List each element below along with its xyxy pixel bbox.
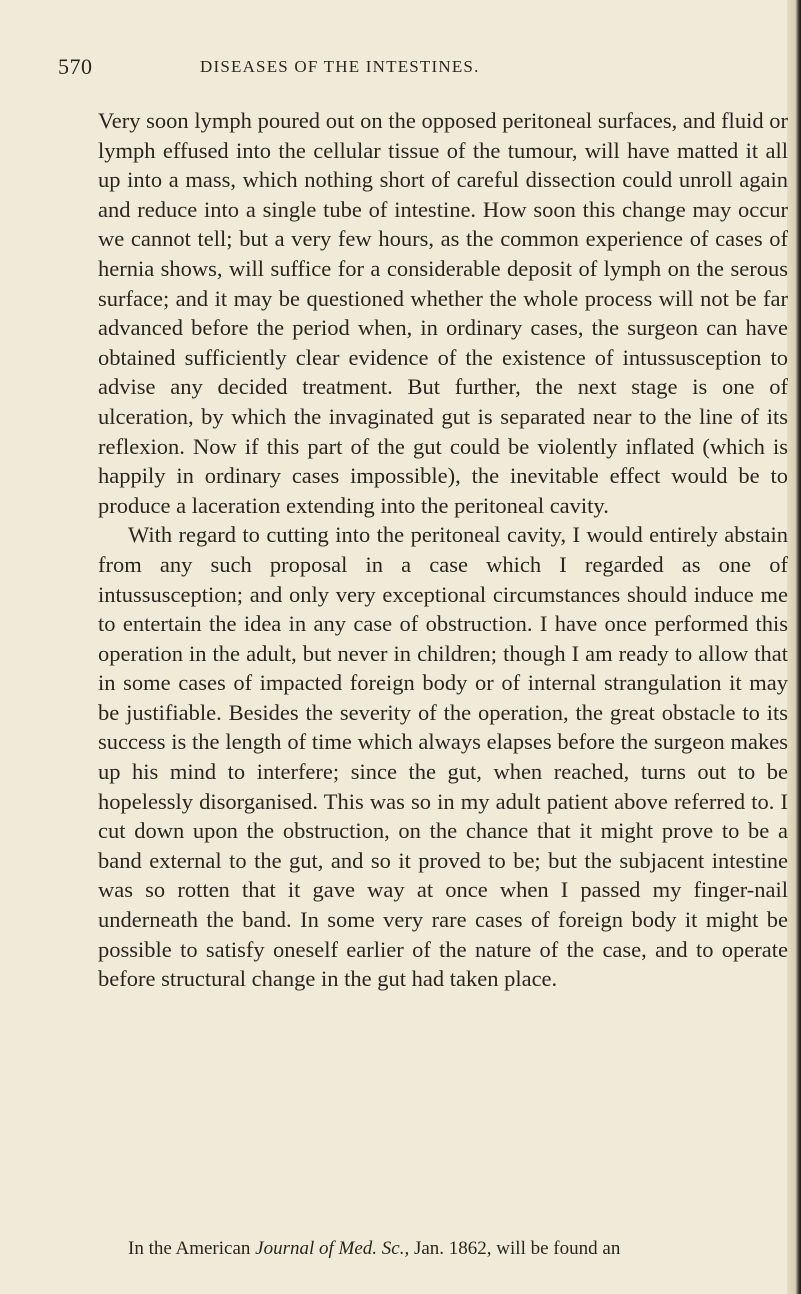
footnote-journal: Journal of Med. Sc., — [255, 1238, 410, 1259]
page-header — [58, 54, 782, 88]
body-text — [98, 106, 788, 994]
paragraph-1: Very soon lymph poured out on the opposed peritoneal surfaces, and fluid or lymph effused into the cellular tissue of the tumour, will have matted it all up into a mass, which nothing short of careful dissection could unroll again and reduce into a single tube of intestine. How soon this change may occur we cannot tell; but a very few hours, as the common experience of cases of hernia shows, will suffice for a considerable deposit of lymph on the serous surface; and it may be questioned whether the whole process will not be far advanced before the period when, in ordinary cases, the surgeon can have obtained sufficiently clear evidence of the existence of intussusception to advise any decided treatment. But further, the next stage is one of ulceration, by which the invaginated gut is separated near to the line of its reflexion. Now if this part of the gut could be violently inflated (which is happily in ordinary cases impossible), the inevitable effect would be to produce a laceration extending into the peritoneal cavity. — [98, 108, 788, 518]
paragraph-2: With regard to cutting into the peritoneal cavity, I would entirely abstain from any such proposal in a case which I regarded as one of intussusception; and only very exceptional circumstances should induce me to entertain the idea in any case of obstruction. I have once performed this operation in the adult, but never in children; though I am ready to allow that in some cases of impacted foreign body or of internal strangulation it may be justifiable. Besides the severity of the operation, the great obstacle to its success is the length of time which always elapses before the surgeon makes up his mind to interfere; since the gut, when reached, turns out to be hopelessly disorganised. This was so in my adult patient above referred to. I cut down upon the obstruction, on the chance that it might prove to be a band external to the gut, and so it proved to be; but the subjacent intestine was so rotten that it gave way at once when I passed my finger-nail underneath the band. In some very rare cases of foreign body it might be possible to satisfy oneself earlier of the nature of the case, and to operate before structural change in the gut had taken place. — [98, 522, 788, 992]
page-edge — [787, 0, 801, 1294]
page-number: 570 — [58, 54, 93, 79]
footnote-prefix: In the American — [128, 1238, 251, 1259]
running-head: DISEASES OF THE INTESTINES. — [200, 57, 480, 76]
footnote-suffix: Jan. 1862, will be found an — [413, 1238, 621, 1259]
footnote — [128, 1236, 788, 1262]
